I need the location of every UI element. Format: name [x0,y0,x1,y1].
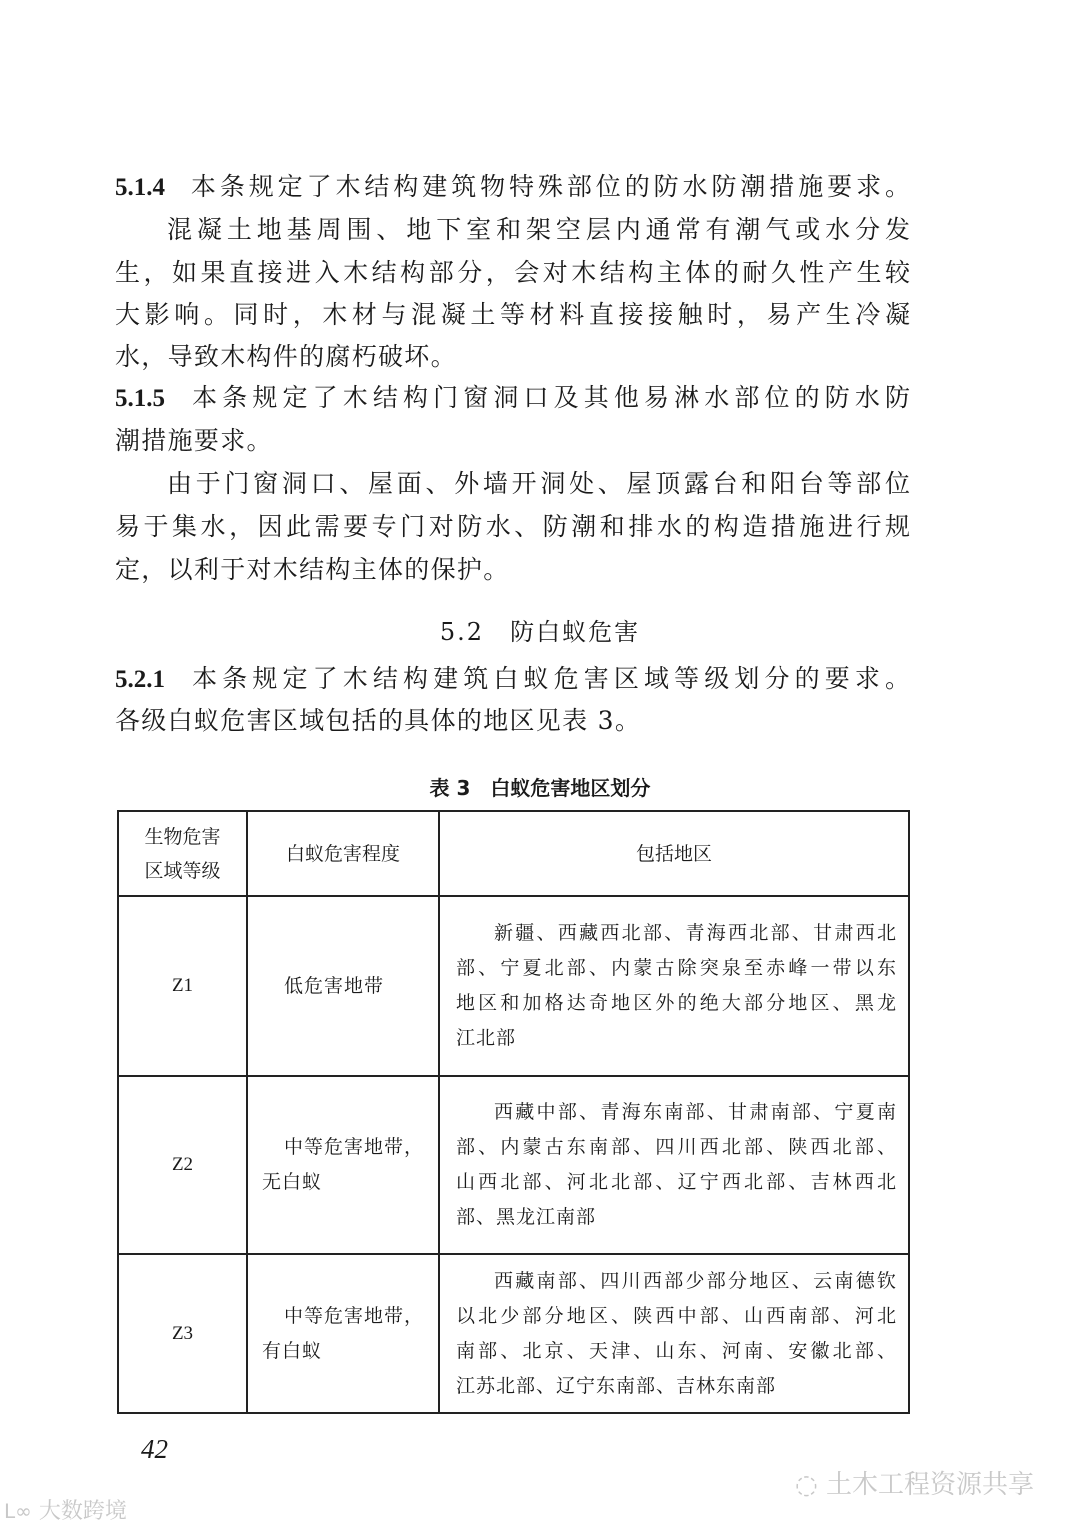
header-text: 区域等级 [144,859,221,882]
header-text: 生物危害 [144,825,221,848]
paragraph-line [115,426,910,456]
table-header-cell [247,811,439,896]
region-text: 江北部 [456,1027,517,1049]
zone-level-cell: Z3 [118,1254,247,1413]
regions-cell [439,1254,909,1413]
paragraph-line [115,383,910,413]
zone-level-cell: Z1 [118,896,247,1076]
paragraph-line [115,215,910,245]
hazard-degree-cell [247,1076,439,1254]
clause-number: 5.1.4 [115,174,165,201]
region-text: 西藏南部、四川西部少部分地区、云南德钦 [494,1269,896,1292]
table-row [118,1076,909,1254]
paragraph-line [115,512,910,542]
clause-number: 5.2.1 [115,666,165,693]
paragraph-text: 各级白蚁危害区域包括的具体的地区见表 3。 [115,706,642,735]
degree-text: 无白蚁 [262,1171,323,1193]
table-header-cell [439,811,909,896]
zone-level-cell: Z2 [118,1076,247,1254]
degree-text: 中等危害地带， [284,1136,425,1158]
header-text: 白蚁危害程度 [285,842,400,865]
regions-cell [439,896,909,1076]
wechat-icon: ◌ [795,1470,818,1500]
region-text: 南部、北京、天津、山东、河南、安徽北部、 [456,1339,896,1362]
watermark-right-text: 土木工程资源共享 [825,1470,1034,1500]
hazard-degree-cell [247,896,439,1076]
header-text: 包括地区 [635,842,712,865]
table-row [118,1254,909,1413]
region-text: 山西北部、河北北部、辽宁西北部、吉林西北 [456,1171,896,1193]
watermark-right [795,1464,1034,1501]
paragraph-line [115,172,910,202]
regions-cell [439,1076,909,1254]
region-text: 地区和加格达奇地区外的绝大部分地区、黑龙 [456,992,896,1014]
paragraph-text: 本条规定了木结构建筑白蚁危害区域等级划分的要求。 [187,664,910,693]
degree-text: 低危害地带 [284,974,385,997]
watermark-left [4,1494,127,1525]
region-text: 西藏中部、青海东南部、甘肃南部、宁夏南 [494,1101,896,1123]
paragraph-text: 生，如果直接进入木结构部分，会对木结构主体的耐久性产生较 [115,258,910,287]
paragraph-text: 由于门窗洞口、屋面、外墙开洞处、屋顶露台和阳台等部位 [167,469,910,498]
region-text: 江苏北部、辽宁东南部、吉林东南部 [456,1374,777,1397]
region-text: 部、宁夏北部、内蒙古除突泉至赤峰一带以东 [456,957,896,979]
table-caption: 表 3 白蚁危害地区划分 [429,776,651,800]
table-row [118,896,909,1076]
watermark-left-text: 大数跨境 [38,1499,127,1524]
region-text: 部、黑龙江南部 [456,1206,597,1228]
paragraph-text: 本条规定了木结构建筑物特殊部位的防水防潮措施要求。 [187,172,910,201]
paragraph-text: 大影响。同时，木材与混凝土等材料直接接触时，易产生冷凝 [115,300,910,329]
clause-number: 5.1.5 [115,385,165,412]
paragraph-text: 定，以利于对木结构主体的保护。 [115,555,510,584]
degree-text: 中等危害地带， [284,1304,425,1327]
paragraph-line [115,258,910,288]
table-header-cell [118,811,247,896]
paragraph-line [115,342,910,372]
hazard-degree-cell [247,1254,439,1413]
paragraph-text: 混凝土地基周围、地下室和架空层内通常有潮气或水分发 [167,215,910,244]
termite-zone-table [117,810,910,1414]
section-heading: 5.2 防白蚁危害 [439,618,641,646]
paragraph-line [115,664,910,694]
region-text: 新疆、西藏西北部、青海西北部、甘肃西北 [494,922,896,944]
region-text: 以北少部分地区、陕西中部、山西南部、河北 [456,1304,896,1327]
paragraph-text: 潮措施要求。 [115,426,273,455]
paragraph-text: 水，导致木构件的腐朽破坏。 [115,342,457,371]
degree-text: 有白蚁 [262,1339,323,1362]
paragraph-line [115,706,910,736]
paragraph-line [115,300,910,330]
region-text: 部、内蒙古东南部、四川西北部、陕西北部、 [456,1136,896,1158]
page-number: 42 [141,1434,168,1464]
paragraph-line [115,555,910,585]
paragraph-text: 易于集水，因此需要专门对防水、防潮和排水的构造措施进行规 [115,512,910,541]
paragraph-text: 本条规定了木结构门窗洞口及其他易淋水部位的防水防 [187,383,910,412]
paragraph-line [115,469,910,499]
logo-icon: ᒪ∞ [4,1499,32,1523]
